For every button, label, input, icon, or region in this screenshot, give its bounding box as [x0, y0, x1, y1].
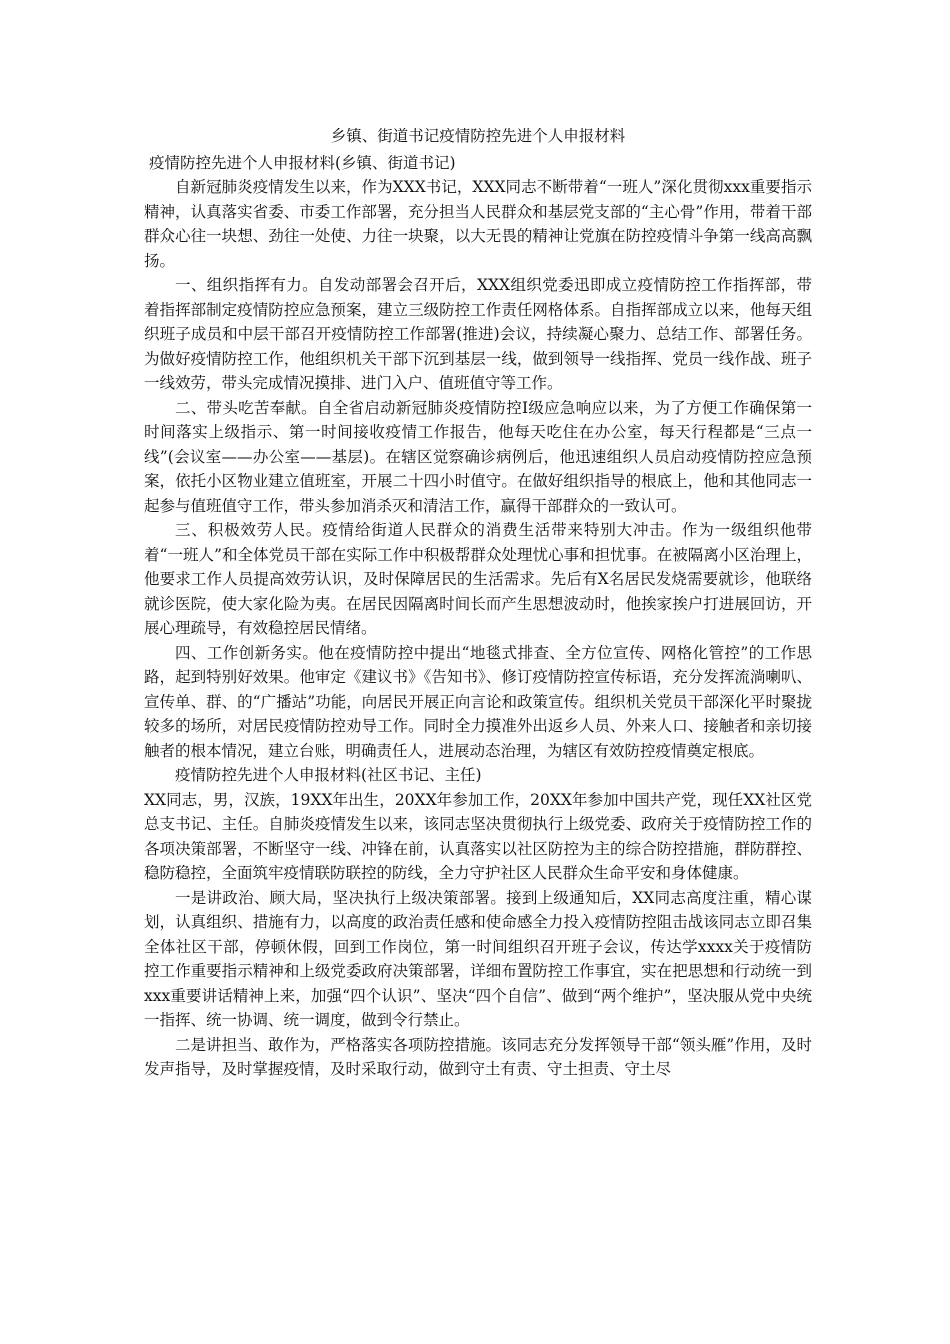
point-1-paragraph: 一是讲政治、顾大局，坚决执行上级决策部署。接到上级通知后，XX同志高度注重，精心谋划，认真组织、措施有力，以高度的政治责任感和使命感全力投入疫情防控阻击战该同志立即召集全体社区干部，停顿休假，回到工作岗位，第一时间组织召开班子会议，传达学xxxx关于疫情防控工作重要指示精神和上级党委政府决策部署，详细布置防控工作事宜，实在把思想和行动统一到xxx重要讲话精神上来，加强“四个认识”、坚决“四个自信”、做到“两个维护”，坚决服从党中央统一指挥、统一协调、统一调度，做到令行禁止。: [144, 888, 812, 1029]
section-3-paragraph: 三、积极效劳人民。疫情给街道人民群众的消费生活带来特别大冲击。作为一级组织他带着“一班人”和全体党员干部在实际工作中积极帮群众处理忧心事和担忧事。在被隔离小区治理上，他要求工作人员提高效劳认识，及时保障居民的生活需求。先后有X名居民发烧需要就诊，他联络就诊医院，使大家化险为夷。在居民因隔离时间长而产生思想波动时，他挨家挨户打进展回访，开展心理疏导，有效稳控居民情绪。: [144, 521, 812, 637]
section-1-paragraph: 一、组织指挥有力。自发动部署会召开后，XXX组织党委迅即成立疫情防控工作指挥部，带着指挥部制定疫情防控应急预案，建立三级防控工作责任网格体系。自指挥部成立以来，他每天组织班子成员和中层干部召开疫情防控工作部署(推进)会议，持续凝心聚力、总结工作、部署任务。为做好疫情防控工作，他组织机关干部下沉到基层一线，做到领导一线指挥、党员一线作战、班子一线效劳，带头完成情况摸排、进门入户、值班值守等工作。: [144, 276, 812, 392]
second-heading: 疫情防控先进个人申报材料(社区书记、主任): [175, 766, 482, 784]
section-2-paragraph: 二、带头吃苦奉献。自全省启动新冠肺炎疫情防控Ⅰ级应急响应以来，为了方便工作确保第一时间落实上级指示、第一时间接收疫情工作报告，他每天吃住在办公室，每天行程都是“三点一线”(会议室——办公室——基层)。在辖区觉察确诊病例后，他迅速组织人员启动疫情防控应急预案，依托小区物业建立值班室，开展二十四小时值守。在做好组织指导的根底上，他和其他同志一起参与值班值守工作，带头参加消杀灭和清洁工作，赢得干部群众的一致认可。: [144, 398, 812, 515]
profile-paragraph: XX同志，男，汉族，19XX年出生，20XX年参加工作，20XX年参加中国共产党，现任XX社区党总支书记、主任。自肺炎疫情发生以来，该同志坚决贯彻执行上级党委、政府关于疫情防控工作的各项决策部署，不断坚守一线、冲锋在前，认真落实以社区防控为主的综合防控措施，群防群控、稳防稳控，全面筑牢疫情联防联控的防线，全力守护社区人民群众生命平安和身体健康。: [144, 790, 812, 882]
document-title: 乡镇、街道书记疫情防控先进个人申报材料: [330, 127, 626, 145]
point-2-paragraph: 二是讲担当、敢作为，严格落实各项防控措施。该同志充分发挥领导干部“领头雁”作用，及时发声指导，及时掌握疫情，及时采取行动，做到守土有责、守土担责、守土尽: [144, 1035, 812, 1078]
document-subtitle: 疫情防控先进个人申报材料(乡镇、街道书记): [149, 153, 456, 172]
section-4-paragraph: 四、工作创新务实。他在疫情防控中提出“地毯式排查、全方位宣传、网格化管控”的工作思路，起到特别好效果。他审定《建议书》《告知书》、修订疫情防控宣传标语，充分发挥流淌喇叭、宣传单、群、的“广播站”功能，向居民开展正向言论和政策宣传。组织机关党员干部深化平时聚拢较多的场所，对居民疫情防控劝导工作。同时全力摸准外出返乡人员、外来人口、接触者和亲切接触者的根本情况，建立台账，明确责任人，进展动态治理，为辖区有效防控疫情奠定根底。: [144, 643, 812, 760]
intro-paragraph: 自新冠肺炎疫情发生以来，作为XXX书记，XXX同志不断带着“一班人”深化贯彻xxx重要指示精神，认真落实省委、市委工作部署，充分担当人民群众和基层党支部的“主心骨”作用，带着干部群众心往一块想、劲往一处使、力往一块聚，以大无畏的精神让党旗在防控疫情斗争第一线高高飘扬。: [144, 178, 812, 270]
document-body: [144, 124, 812, 1082]
